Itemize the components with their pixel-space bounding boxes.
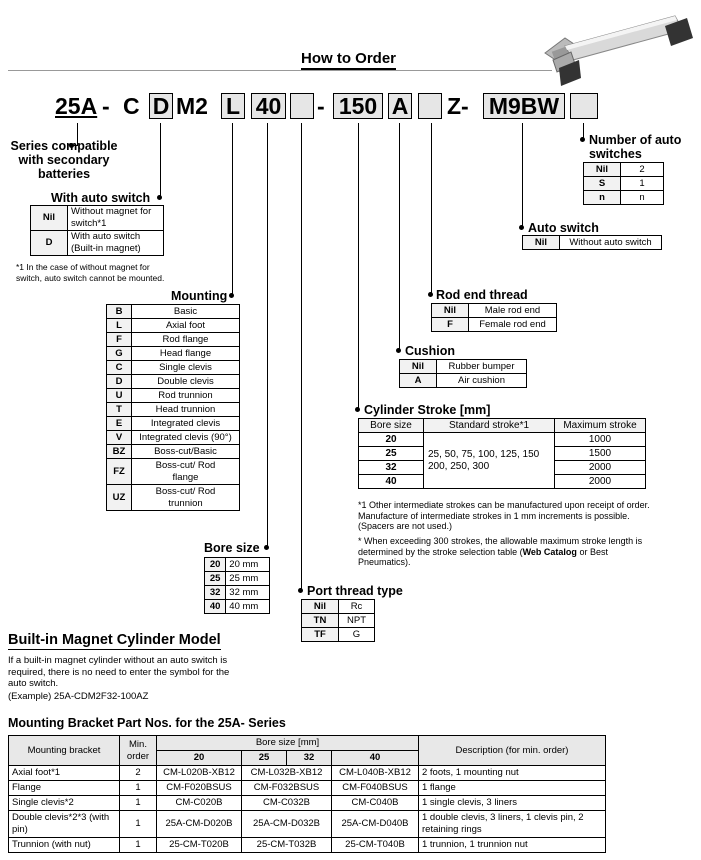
code-stroke: 150 — [333, 93, 383, 119]
stroke-label: Cylinder Stroke [mm] — [364, 403, 491, 417]
cylinder-image — [535, 8, 695, 88]
cushion-label: Cushion — [405, 344, 455, 358]
table-row: Mounting bracket Min. order Bore size [mm] Description (for min. order) — [9, 736, 606, 751]
port-thread-table — [301, 599, 375, 642]
bore-size-table — [204, 557, 270, 614]
port-thread-label: Port thread type — [307, 584, 403, 598]
table-row: 32 2000 — [359, 461, 646, 475]
code-with-switch: D — [149, 93, 173, 119]
table-row: Axial foot*1 2 CM-L020B-XB12 CM-L032B-XB12 CM-L040B-XB12 2 foots, 1 mounting nut — [9, 766, 606, 781]
table-row: Nil 2 — [584, 163, 664, 177]
series-label: Series compatible with secondary batteries — [10, 139, 118, 181]
table-row: Nil Rubber bumper — [400, 360, 527, 374]
stroke-note-2: * When exceeding 300 strokes, the allowable maximum stroke length is determined by the stroke selection table (Web Catalog or Best Pneumatics). — [358, 536, 643, 567]
page-title: How to Order — [301, 50, 396, 70]
stroke-note-1: *1 Other intermediate strokes can be manufactured upon receipt of order. Manufacture of intermediate strokes in 1 mm increments is possible. (Spacers are not used.) — [358, 500, 650, 531]
table-row: 40 2000 — [359, 475, 646, 489]
table-row: Trunnion (with nut) 1 25-CM-T020B 25-CM-T032B 25-CM-T040B 1 trunnion, 1 trunnion nut — [9, 838, 606, 853]
table-row: 25 25 mm — [205, 572, 270, 586]
table-row: n n — [584, 191, 664, 205]
table-row: Single clevis*2 1 CM-C020B CM-C032B CM-C040B 1 single clevis, 3 liners — [9, 796, 606, 811]
table-row: D With auto switch (Built-in magnet) — [31, 231, 164, 256]
table-row: 20 25 32 40 — [9, 751, 606, 766]
code-cushion: A — [388, 93, 412, 119]
rod-end-label: Rod end thread — [436, 288, 528, 302]
table-row: A Air cushion — [400, 374, 527, 388]
code-dash: - — [102, 93, 110, 119]
table-row: L Axial foot — [107, 319, 240, 333]
table-row: F Female rod end — [432, 318, 557, 332]
code-z: Z- — [447, 93, 469, 119]
table-row: 40 40 mm — [205, 600, 270, 614]
table-row: C Single clevis — [107, 361, 240, 375]
code-dash2: - — [317, 93, 325, 119]
code-m2: M2 — [176, 93, 208, 119]
auto-switch-table — [522, 235, 662, 250]
mounting-table — [106, 304, 240, 511]
table-row: 20 25, 50, 75, 100, 125, 150 200, 250, 300 1000 — [359, 433, 646, 447]
with-auto-switch-table — [30, 205, 164, 256]
mounting-label: Mounting — [171, 289, 228, 303]
bracket-heading: Mounting Bracket Part Nos. for the 25A- Series — [8, 716, 286, 730]
code-c: C — [123, 93, 140, 119]
builtin-heading: Built-in Magnet Cylinder Model — [8, 632, 221, 648]
code-auto-switch: M9BW — [483, 93, 565, 119]
stroke-table — [358, 418, 646, 489]
table-row: 25 1500 — [359, 447, 646, 461]
num-switches-label: Number of auto switches — [589, 133, 682, 161]
table-row: Nil Without magnet for switch*1 — [31, 206, 164, 231]
num-switches-table — [583, 162, 664, 205]
table-row: U Rod trunnion — [107, 389, 240, 403]
with-auto-switch-note: *1 In the case of without magnet for switch, auto switch cannot be mounted. — [16, 262, 165, 283]
table-row: Double clevis*2*3 (with pin) 1 25A-CM-D020B 25A-CM-D032B 25A-CM-D040B 1 double clevis, 3 liners, 1 clevis pin, 2 retaining rings — [9, 811, 606, 838]
code-rod-end — [418, 93, 442, 119]
table-row: Nil Rc — [302, 600, 375, 614]
bracket-table — [8, 735, 606, 853]
table-row: V Integrated clevis (90°) — [107, 431, 240, 445]
table-row: UZ Boss-cut/ Rod trunnion — [107, 485, 240, 511]
table-row: TN NPT — [302, 614, 375, 628]
cushion-table — [399, 359, 527, 388]
table-row: FZ Boss-cut/ Rod flange — [107, 459, 240, 485]
with-auto-switch-label: With auto switch — [51, 191, 151, 205]
table-row: G Head flange — [107, 347, 240, 361]
auto-switch-label: Auto switch — [528, 221, 599, 235]
table-row: BZ Boss-cut/Basic — [107, 445, 240, 459]
code-bore: 40 — [251, 93, 286, 119]
table-row: 20 20 mm — [205, 558, 270, 572]
code-num-switches — [570, 93, 598, 119]
table-row: T Head trunnion — [107, 403, 240, 417]
table-row: E Integrated clevis — [107, 417, 240, 431]
table-row: Bore size Standard stroke*1 Maximum stroke — [359, 419, 646, 433]
table-row: 32 32 mm — [205, 586, 270, 600]
table-row: TF G — [302, 628, 375, 642]
code-port-thread — [290, 93, 314, 119]
title-rule — [8, 70, 552, 71]
table-row: S 1 — [584, 177, 664, 191]
table-row: Flange 1 CM-F020BSUS CM-F032BSUS CM-F040BSUS 1 flange — [9, 781, 606, 796]
table-row: Nil Without auto switch — [523, 236, 662, 250]
rod-end-table — [431, 303, 557, 332]
builtin-example: (Example) 25A-CDM2F32-100AZ — [8, 691, 149, 702]
table-row: B Basic — [107, 305, 240, 319]
table-row: D Double clevis — [107, 375, 240, 389]
table-row: F Rod flange — [107, 333, 240, 347]
builtin-text: If a built-in magnet cylinder without an auto switch is required, there is no need to enter the symbol for the auto switch. — [8, 655, 230, 689]
bore-size-label: Bore size — [204, 541, 260, 555]
table-row: Nil Male rod end — [432, 304, 557, 318]
code-mounting: L — [221, 93, 245, 119]
code-prefix: 25A — [55, 93, 98, 119]
